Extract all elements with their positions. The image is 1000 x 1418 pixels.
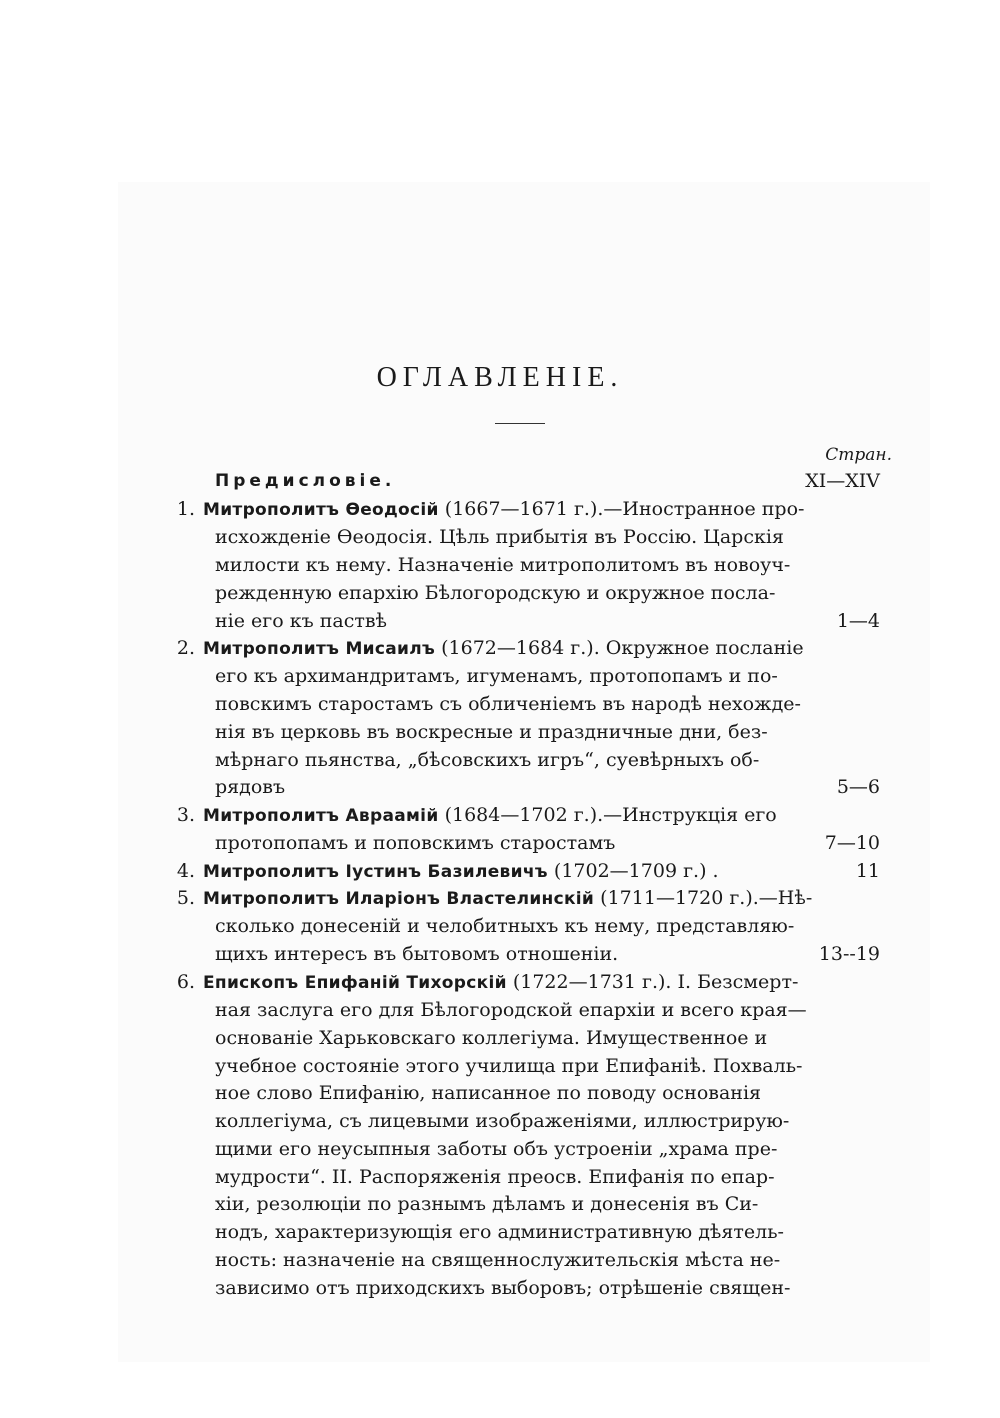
entry-description-line: милости къ нему. Назначеніе митрополитомъ въ новоуч- — [215, 554, 791, 576]
entry-description-line: исхожденіе Ѳеодосія. Цѣль прибытія въ Россію. Царскія — [215, 526, 784, 548]
toc-entry — [0, 968, 1000, 996]
entry-number: 2. — [176, 637, 195, 659]
entry-description-line: повскимъ старостамъ съ обличеніемъ въ народѣ нехожде- — [215, 693, 801, 715]
entry-description-line: ное слово Епифанію, написанное по поводу основанія — [215, 1082, 762, 1104]
entry-name: Митрополитъ Мисаилъ — [203, 639, 436, 659]
entry-description-line: учебное состояніе этого училища при Епифаніѣ. Похваль- — [215, 1055, 803, 1077]
entry-number: 1. — [176, 498, 195, 520]
entry-pages: 11 — [855, 860, 880, 882]
entry-description: (1684—1702 г.).—Инструкція его — [438, 804, 777, 826]
entry-description: (1672—1684 г.). Окружное посланіе — [435, 637, 804, 659]
entry-description-line: сколько донесеній и челобитныхъ къ нему, представляю- — [215, 915, 795, 937]
entry-description-line: мудрости“. II. Распоряженія преосв. Епифанія по епар- — [215, 1166, 775, 1188]
entry-description-line: нодъ, характеризующія его административную дѣятель- — [215, 1221, 784, 1243]
pages-column-header: Стран. — [825, 445, 892, 465]
entry-description-line: ніе его къ паствѣ — [215, 610, 388, 632]
entry-description-line: коллегіума, съ лицевыми изображеніями, иллюстрирую- — [215, 1110, 790, 1132]
entry-description: (1702—1709 г.) . — [547, 860, 719, 882]
entry-description-line: протопопамъ и поповскимъ старостамъ — [215, 832, 616, 854]
toc-entry — [0, 634, 1000, 662]
entry-description: (1711—1720 г.).—Нѣ- — [594, 887, 813, 909]
entry-description-line: хіи, резолюціи по разнымъ дѣламъ и донесенія въ Си- — [215, 1193, 759, 1215]
entry-name: Митрополитъ Ѳеодосій — [203, 500, 439, 520]
entry-number: 5. — [176, 887, 195, 909]
entry-description-line: мѣрнаго пьянства, „бѣсовскихъ игръ“, суевѣрныхъ об- — [215, 749, 760, 771]
entry-pages: 1—4 — [836, 610, 880, 632]
entry-description-line: рядовъ — [215, 776, 286, 798]
entry-name: Митрополитъ Авраамій — [203, 806, 439, 826]
entry-description: (1667—1671 г.).—Иностранное про- — [438, 498, 805, 520]
page-title: ОГЛАВЛЕНІЕ. — [376, 362, 624, 393]
entry-description-line: щими его неусыпныя заботы объ устроеніи „храма пре- — [215, 1138, 778, 1160]
preface-label: Предисловіе. — [215, 471, 396, 491]
entry-pages: 7—10 — [824, 832, 880, 854]
entry-name: Митрополитъ Иларіонъ Властелинскій — [203, 889, 595, 909]
entry-pages: 5—6 — [836, 776, 880, 798]
entry-pages: 13--19 — [818, 943, 880, 965]
entry-description-line: режденную епархію Бѣлогородскую и окружное посла- — [215, 582, 776, 604]
toc-entry — [0, 495, 1000, 523]
toc-entry — [0, 884, 1000, 912]
entry-name: Митрополитъ Іустинъ Базилевичъ — [203, 862, 548, 882]
toc-preface — [0, 467, 1000, 495]
entry-description-line: щихъ интересъ въ бытовомъ отношеніи. — [215, 943, 619, 965]
entry-description-line: его къ архимандритамъ, игуменамъ, протопопамъ и по- — [215, 665, 778, 687]
entry-description-line: основаніе Харьковскаго коллегіума. Имущественное и — [215, 1027, 768, 1049]
entry-name: Епископъ Епифаній Тихорскій — [203, 973, 507, 993]
toc-entry — [0, 801, 1000, 829]
entry-number: 4. — [176, 860, 195, 882]
entry-description: (1722—1731 г.). I. Безсмерт- — [506, 971, 799, 993]
toc-entry — [0, 857, 1000, 885]
entry-description-line: ная заслуга его для Бѣлогородской епархіи и всего края— — [215, 999, 807, 1021]
entry-number: 3. — [176, 804, 195, 826]
entry-number: 6. — [176, 971, 195, 993]
entry-description-line: зависимо отъ приходскихъ выборовъ; отрѣшеніе священ- — [215, 1277, 791, 1299]
title-rule — [495, 423, 545, 424]
preface-pages: XI—XIV — [805, 470, 880, 492]
entry-description-line: нія въ церковь въ воскресные и праздничные дни, без- — [215, 721, 768, 743]
entry-description-line: ность: назначеніе на священнослужительскія мѣста не- — [215, 1249, 781, 1271]
